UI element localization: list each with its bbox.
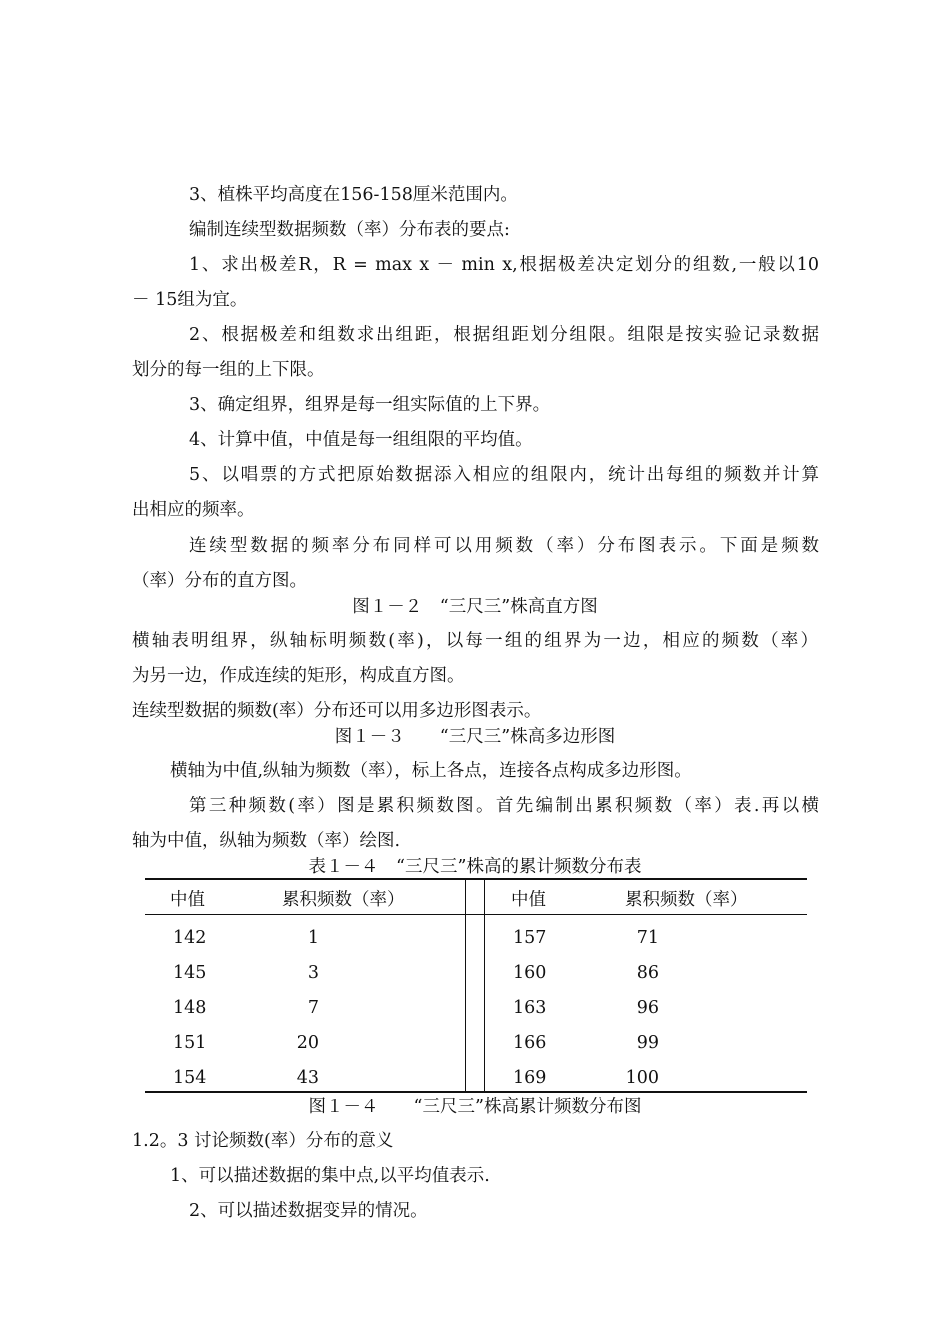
paragraph-polygon-intro: 连续型数据的频数(率）分布还可以用多边形图表示。 — [132, 701, 542, 721]
paragraph-histogram-intro-line2: （率）分布的直方图。 — [132, 571, 307, 591]
table-cell: 99 — [636, 1033, 659, 1053]
paragraph-key-points-heading: 编制连续型数据频数（率）分布表的要点: — [189, 220, 510, 240]
paragraph-variation: 2、可以描述数据变异的情况。 — [189, 1201, 428, 1221]
paragraph-histogram-desc-line1 — [132, 630, 818, 652]
table-header-rule — [145, 914, 807, 915]
table-cell: 160 — [513, 963, 547, 983]
figure-caption-1-2: 图１－２ “三尺三”株高直方图 — [352, 597, 598, 617]
paragraph-cumulative-line2: 轴为中值，纵轴为频数（率）绘图. — [132, 831, 401, 851]
paragraph-polygon-desc: 横轴为中值,纵轴为频数（率），标上各点，连接各点构成多边形图。 — [170, 761, 692, 781]
paragraph-interval-line2: 划分的每一组的上下限。 — [132, 360, 325, 380]
paragraph-midpoint: 4、计算中值，中值是每一组组限的平均值。 — [189, 430, 533, 450]
table-divider-left — [465, 878, 466, 1092]
table-cell: 151 — [173, 1033, 207, 1053]
table-cell: 163 — [513, 998, 547, 1018]
table-bottom-rule — [145, 1091, 807, 1093]
table-cell: 7 — [307, 998, 319, 1018]
paragraph-boundary: 3、确定组界，组界是每一组实际值的上下界。 — [189, 395, 551, 415]
header-midpoint-right: 中值 — [511, 890, 546, 910]
header-cumulative-left: 累积频数（率） — [282, 890, 405, 910]
figure-caption-1-4: 图１－４ “三尺三”株高累计频数分布图 — [308, 1097, 642, 1117]
table-caption-1-4: 表１－４ “三尺三”株高的累计频数分布表 — [308, 857, 642, 877]
paragraph-histogram-desc-line2: 为另一边，作成连续的矩形，构成直方图。 — [132, 666, 465, 686]
paragraph-range-line2: － 15组为宜。 — [132, 290, 248, 310]
histogram-desc-text: 横轴表明组界，纵轴标明频数(率)，以每一组的组界为一边，相应的频数（率） — [132, 631, 818, 651]
paragraph-range-line1 — [189, 254, 819, 276]
cumulative-frequency-table — [145, 878, 807, 1093]
table-cell: 3 — [307, 963, 319, 983]
paragraph-tally-line2: 出相应的频率。 — [132, 500, 255, 520]
table-divider-right — [484, 878, 485, 1092]
table-cell: 71 — [636, 928, 659, 948]
paragraph-central-point: 1、可以描述数据的集中点,以平均值表示. — [170, 1166, 490, 1186]
table-cell: 86 — [636, 963, 659, 983]
table-cell: 1 — [307, 928, 319, 948]
paragraph-histogram-intro-line1 — [189, 535, 819, 557]
interval-text: 2、根据极差和组数求出组距，根据组距划分组限。组限是按实验记录数据 — [189, 325, 819, 345]
cumulative-text: 第三种频数(率）图是累积频数图。首先编制出累积频数（率）表.再以横 — [189, 796, 819, 816]
figure-caption-1-3: 图１－３ “三尺三”株高多边形图 — [334, 727, 616, 747]
table-cell: 142 — [173, 928, 207, 948]
table-cell: 20 — [296, 1033, 319, 1053]
table-cell: 154 — [173, 1068, 207, 1088]
histogram-intro-text: 连续型数据的频率分布同样可以用频数（率）分布图表示。下面是频数 — [189, 536, 819, 556]
paragraph-plant-height: 3、植株平均高度在156-158厘米范围内。 — [189, 185, 518, 205]
paragraph-tally-line1 — [189, 464, 819, 486]
header-cumulative-right: 累积频数（率） — [625, 890, 748, 910]
table-cell: 157 — [513, 928, 547, 948]
table-cell: 43 — [296, 1068, 319, 1088]
table-cell: 148 — [173, 998, 207, 1018]
section-heading-1-2-3: 1.2。3 讨论频数(率）分布的意义 — [132, 1131, 394, 1151]
table-cell: 169 — [513, 1068, 547, 1088]
table-cell: 166 — [513, 1033, 547, 1053]
range-text: 1、求出极差R，R = max x － min x,根据极差决定划分的组数,一般以10 — [189, 255, 819, 275]
table-cell: 145 — [173, 963, 207, 983]
paragraph-interval-line1 — [189, 324, 819, 346]
table-cell: 100 — [625, 1068, 659, 1088]
tally-text: 5、以唱票的方式把原始数据添入相应的组限内，统计出每组的频数并计算 — [189, 465, 819, 485]
paragraph-cumulative-line1 — [189, 795, 819, 817]
table-top-rule — [145, 878, 807, 880]
table-cell: 96 — [636, 998, 659, 1018]
header-midpoint-left: 中值 — [170, 890, 205, 910]
